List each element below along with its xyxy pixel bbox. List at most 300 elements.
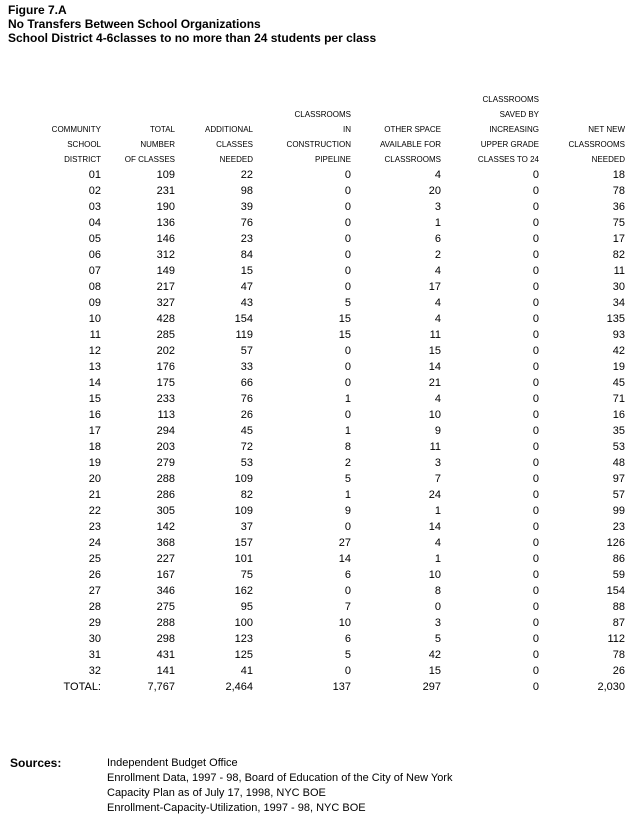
table-cell: 3 <box>434 201 441 213</box>
table-cell: 288 <box>156 617 175 629</box>
table-cell: 0 <box>532 409 539 421</box>
table-cell: 0 <box>532 553 539 565</box>
table-cell: 123 <box>234 633 253 645</box>
table-cell: 1 <box>344 489 351 501</box>
table-cell: 298 <box>156 633 175 645</box>
table-cell: 285 <box>156 329 175 341</box>
table-cell: 4 <box>434 313 441 325</box>
table-cell: 149 <box>156 265 175 277</box>
table-cell: 17 <box>88 425 101 437</box>
header-line: SAVED BY <box>499 110 539 119</box>
sources-label: Sources: <box>10 756 62 770</box>
sources-list <box>107 756 452 816</box>
table-cell: 0 <box>532 249 539 261</box>
table-cell: 4 <box>434 169 441 181</box>
table-cell: 137 <box>332 681 351 693</box>
table-cell: 0 <box>344 361 351 373</box>
table-row <box>0 231 625 247</box>
table-cell: 30 <box>612 281 625 293</box>
header-line: UPPER GRADE <box>480 140 539 149</box>
table-cell: 1 <box>344 425 351 437</box>
header-line: CLASSROOMS <box>384 155 441 164</box>
table-cell: 21 <box>88 489 101 501</box>
table-cell: 0 <box>344 233 351 245</box>
table-cell: 286 <box>156 489 175 501</box>
table-cell: 2,030 <box>597 681 625 693</box>
table-row <box>0 391 625 407</box>
table-cell: 23 <box>240 233 253 245</box>
table-cell: 0 <box>532 169 539 181</box>
table-cell: 431 <box>156 649 175 661</box>
table-cell: 08 <box>88 281 101 293</box>
table-cell: 2 <box>434 249 441 261</box>
table-row <box>0 551 625 567</box>
table-cell: 6 <box>434 233 441 245</box>
table-cell: 0 <box>344 169 351 181</box>
table-cell: 06 <box>88 249 101 261</box>
table-body <box>0 167 625 695</box>
table-cell: 0 <box>532 281 539 293</box>
table-cell: 154 <box>234 313 253 325</box>
table-row <box>0 503 625 519</box>
table-cell: 0 <box>344 377 351 389</box>
header-line: CLASSROOMS <box>482 95 539 104</box>
table-cell: 23 <box>88 521 101 533</box>
table-cell: 2 <box>344 457 351 469</box>
table-cell: 01 <box>88 169 101 181</box>
table-cell: 0 <box>532 345 539 357</box>
header-line: DISTRICT <box>64 155 101 164</box>
table-cell: 7 <box>344 601 351 613</box>
table-cell: 0 <box>532 217 539 229</box>
table-cell: 37 <box>240 521 253 533</box>
source-line: Enrollment Data, 1997 - 98, Board of Education of the City of New York <box>107 772 453 784</box>
table-cell: 0 <box>532 425 539 437</box>
table-cell: 175 <box>156 377 175 389</box>
table-cell: 15 <box>338 313 351 325</box>
header-line: CLASSES <box>216 140 253 149</box>
table-cell: 0 <box>532 473 539 485</box>
table-cell: 1 <box>434 217 441 229</box>
table-cell: 72 <box>240 441 253 453</box>
source-line: Capacity Plan as of July 17, 1998, NYC BOE <box>107 787 326 799</box>
table-cell: 48 <box>612 457 625 469</box>
table-cell: 28 <box>88 601 101 613</box>
table-cell: 0 <box>532 361 539 373</box>
table-cell: 0 <box>532 601 539 613</box>
table-cell: 233 <box>156 393 175 405</box>
table-cell: 27 <box>88 585 101 597</box>
table-cell: 0 <box>532 489 539 501</box>
header-line: TOTAL <box>149 125 175 134</box>
header-line: NEEDED <box>219 155 253 164</box>
table-row <box>0 663 625 679</box>
table-cell: 11 <box>89 329 101 341</box>
table-cell: 3 <box>434 617 441 629</box>
table-cell: 17 <box>428 281 441 293</box>
table-cell: 5 <box>344 297 351 309</box>
table-row <box>0 471 625 487</box>
header-other-space-available <box>380 122 441 167</box>
header-line: IN <box>343 125 351 134</box>
table-cell: 8 <box>434 585 441 597</box>
table-cell: 14 <box>428 521 441 533</box>
header-line: PIPELINE <box>314 155 351 164</box>
table-cell: 146 <box>156 233 175 245</box>
classroom-needs-table <box>0 167 625 695</box>
table-cell: 45 <box>612 377 625 389</box>
table-cell: 100 <box>234 617 253 629</box>
table-cell: 33 <box>240 361 253 373</box>
table-cell: 57 <box>240 345 253 357</box>
table-cell: 0 <box>532 185 539 197</box>
table-cell: 4 <box>434 297 441 309</box>
table-cell: 14 <box>88 377 101 389</box>
table-cell: 21 <box>428 377 441 389</box>
table-cell: 368 <box>156 537 175 549</box>
table-cell: 75 <box>612 217 625 229</box>
header-line: SCHOOL <box>67 140 101 149</box>
table-row <box>0 455 625 471</box>
table-cell: 27 <box>338 537 351 549</box>
table-cell: 15 <box>88 393 101 405</box>
table-cell: 59 <box>612 569 625 581</box>
figure-subtitle: School District 4-6classes to no more than 24 students per class <box>8 31 377 45</box>
header-total-number-of-classes <box>125 122 175 167</box>
table-cell: 18 <box>88 441 101 453</box>
table-cell: 167 <box>156 569 175 581</box>
table-cell: 203 <box>156 441 175 453</box>
table-cell: 0 <box>532 537 539 549</box>
table-cell: 294 <box>156 425 175 437</box>
table-row <box>0 519 625 535</box>
table-cell: 57 <box>612 489 625 501</box>
header-line: COMMUNITY <box>51 125 101 134</box>
table-cell: 99 <box>612 505 625 517</box>
table-cell: 15 <box>428 665 441 677</box>
table-cell: 297 <box>422 681 441 693</box>
table-cell: 32 <box>88 665 101 677</box>
table-cell: 31 <box>88 649 101 661</box>
table-cell: 88 <box>612 601 625 613</box>
header-line: INCREASING <box>489 125 539 134</box>
table-cell: 78 <box>612 185 625 197</box>
table-cell: 10 <box>428 569 441 581</box>
table-cell: 13 <box>88 361 101 373</box>
table-cell: 20 <box>428 185 441 197</box>
table-cell: 14 <box>428 361 441 373</box>
table-cell: 1 <box>344 393 351 405</box>
table-cell: 35 <box>612 425 625 437</box>
table-cell: 24 <box>88 537 101 549</box>
table-cell: 12 <box>88 345 101 357</box>
table-row <box>0 359 625 375</box>
table-cell: 16 <box>612 409 625 421</box>
table-cell: 2,464 <box>225 681 253 693</box>
table-cell: 42 <box>612 345 625 357</box>
table-cell: 41 <box>240 665 253 677</box>
table-cell: 0 <box>344 521 351 533</box>
table-cell: 8 <box>344 441 351 453</box>
table-cell: 0 <box>344 345 351 357</box>
table-cell: 0 <box>532 441 539 453</box>
table-row <box>0 247 625 263</box>
table-cell: 93 <box>612 329 625 341</box>
table-cell: 23 <box>612 521 625 533</box>
table-cell: 22 <box>240 169 253 181</box>
table-cell: 43 <box>240 297 253 309</box>
table-row <box>0 311 625 327</box>
table-cell: 14 <box>338 553 351 565</box>
table-row <box>0 343 625 359</box>
table-cell: 142 <box>156 521 175 533</box>
header-line: AVAILABLE FOR <box>379 140 441 149</box>
table-cell: 275 <box>156 601 175 613</box>
source-line: Independent Budget Office <box>107 757 238 769</box>
table-cell: 5 <box>344 473 351 485</box>
table-cell: 4 <box>434 265 441 277</box>
table-row <box>0 295 625 311</box>
table-cell: 78 <box>612 649 625 661</box>
table-cell: 327 <box>156 297 175 309</box>
table-cell: 26 <box>240 409 253 421</box>
table-cell: 76 <box>240 393 253 405</box>
table-cell: 87 <box>612 617 625 629</box>
header-classrooms-saved <box>478 92 539 167</box>
table-cell: 0 <box>344 217 351 229</box>
table-cell: 71 <box>612 393 625 405</box>
table-cell: 7 <box>434 473 441 485</box>
table-cell: 3 <box>434 457 441 469</box>
table-cell: 154 <box>606 585 625 597</box>
table-cell: 04 <box>88 217 101 229</box>
table-cell: 0 <box>532 521 539 533</box>
table-cell: 1 <box>434 505 441 517</box>
table-cell: 109 <box>234 505 253 517</box>
table-cell: 0 <box>344 665 351 677</box>
table-cell: 109 <box>234 473 253 485</box>
table-cell: 0 <box>532 377 539 389</box>
table-cell: 10 <box>88 313 101 325</box>
table-cell: 75 <box>240 569 253 581</box>
table-cell: 190 <box>156 201 175 213</box>
table-cell: 4 <box>434 393 441 405</box>
table-cell: 0 <box>344 409 351 421</box>
table-cell: 26 <box>612 665 625 677</box>
table-cell: 0 <box>532 265 539 277</box>
table-cell: 136 <box>156 217 175 229</box>
table-cell: 22 <box>88 505 101 517</box>
table-cell: 202 <box>156 345 175 357</box>
table-cell: 0 <box>532 233 539 245</box>
table-cell: 0 <box>344 585 351 597</box>
table-cell: 97 <box>612 473 625 485</box>
table-cell: 279 <box>156 457 175 469</box>
header-classrooms-in-construction-pipeline <box>287 107 351 167</box>
table-cell: 07 <box>88 265 101 277</box>
table-cell: 05 <box>88 233 101 245</box>
table-cell: 09 <box>88 297 101 309</box>
table-cell: 0 <box>532 649 539 661</box>
table-cell: 9 <box>434 425 441 437</box>
table-cell: 0 <box>532 329 539 341</box>
table-cell: 17 <box>612 233 625 245</box>
table-cell: 53 <box>612 441 625 453</box>
table-cell: 15 <box>338 329 351 341</box>
table-cell: 7,767 <box>147 681 175 693</box>
table-cell: 0 <box>434 601 441 613</box>
table-row <box>0 615 625 631</box>
header-community-school-district <box>52 122 101 167</box>
table-cell: 42 <box>428 649 441 661</box>
table-row <box>0 407 625 423</box>
table-cell: 176 <box>156 361 175 373</box>
table-cell: 82 <box>612 249 625 261</box>
table-cell: 95 <box>240 601 253 613</box>
table-cell: 0 <box>344 185 351 197</box>
table-cell: 19 <box>88 457 101 469</box>
table-row <box>0 183 625 199</box>
table-cell: 11 <box>429 441 441 453</box>
total-row <box>0 679 625 695</box>
table-cell: 0 <box>532 297 539 309</box>
header-line: CLASSROOMS <box>568 140 625 149</box>
header-line: NET NEW <box>588 125 625 134</box>
table-cell: 0 <box>532 617 539 629</box>
table-cell: 1 <box>434 553 441 565</box>
table-cell: 0 <box>532 585 539 597</box>
table-cell: 30 <box>88 633 101 645</box>
table-cell: 15 <box>428 345 441 357</box>
table-row <box>0 535 625 551</box>
table-cell: 4 <box>434 537 441 549</box>
table-cell: 39 <box>240 201 253 213</box>
header-line: CONSTRUCTION <box>286 140 351 149</box>
table-cell: 0 <box>532 505 539 517</box>
table-cell: 125 <box>234 649 253 661</box>
table-cell: 26 <box>88 569 101 581</box>
header-additional-classes-needed <box>205 122 253 167</box>
table-cell: 0 <box>532 681 539 693</box>
table-cell: 162 <box>234 585 253 597</box>
figure-label: Figure 7.A <box>8 3 67 17</box>
table-cell: 227 <box>156 553 175 565</box>
table-cell: 20 <box>88 473 101 485</box>
table-cell: 305 <box>156 505 175 517</box>
table-row <box>0 567 625 583</box>
table-cell: 141 <box>156 665 175 677</box>
table-cell: 113 <box>157 409 175 421</box>
table-row <box>0 199 625 215</box>
header-line: CLASSES TO 24 <box>477 155 539 164</box>
table-cell: 6 <box>344 569 351 581</box>
table-cell: 6 <box>344 633 351 645</box>
header-line: NUMBER <box>140 140 175 149</box>
table-cell: 101 <box>234 553 253 565</box>
table-cell: 11 <box>613 265 625 277</box>
table-cell: 157 <box>234 537 253 549</box>
table-row <box>0 167 625 183</box>
header-line: NEEDED <box>591 155 625 164</box>
table-cell: 0 <box>532 313 539 325</box>
table-cell: 5 <box>344 649 351 661</box>
table-cell: 0 <box>344 281 351 293</box>
table-cell: 15 <box>240 265 253 277</box>
table-cell: 428 <box>156 313 175 325</box>
table-cell: 135 <box>606 313 625 325</box>
table-cell: 10 <box>338 617 351 629</box>
table-cell: 84 <box>240 249 253 261</box>
table-cell: 82 <box>240 489 253 501</box>
table-cell: 98 <box>240 185 253 197</box>
table-cell: 29 <box>88 617 101 629</box>
table-row <box>0 599 625 615</box>
table-row <box>0 583 625 599</box>
table-row <box>0 327 625 343</box>
header-line: OF CLASSES <box>124 155 175 164</box>
header-line: ADDITIONAL <box>204 125 253 134</box>
table-cell: 0 <box>344 249 351 261</box>
table-cell: 0 <box>532 457 539 469</box>
table-cell: 109 <box>156 169 175 181</box>
table-cell: 24 <box>428 489 441 501</box>
table-cell: 86 <box>612 553 625 565</box>
header-net-new-classrooms-needed <box>569 122 625 167</box>
table-row <box>0 375 625 391</box>
table-cell: 45 <box>240 425 253 437</box>
table-cell: 47 <box>240 281 253 293</box>
table-cell: 19 <box>612 361 625 373</box>
header-line: OTHER SPACE <box>384 125 441 134</box>
table-cell: 288 <box>156 473 175 485</box>
table-cell: 16 <box>88 409 101 421</box>
table-cell: 231 <box>156 185 175 197</box>
table-cell: 03 <box>88 201 101 213</box>
table-cell: 36 <box>612 201 625 213</box>
table-cell: 0 <box>344 201 351 213</box>
table-cell: 25 <box>88 553 101 565</box>
table-cell: 112 <box>607 633 625 645</box>
table-cell: TOTAL: <box>63 681 101 693</box>
table-cell: 217 <box>156 281 175 293</box>
table-cell: 126 <box>606 537 625 549</box>
table-row <box>0 423 625 439</box>
table-cell: 18 <box>612 169 625 181</box>
source-line: Enrollment-Capacity-Utilization, 1997 - 98, NYC BOE <box>107 802 366 814</box>
table-cell: 0 <box>532 569 539 581</box>
table-cell: 53 <box>240 457 253 469</box>
table-cell: 5 <box>434 633 441 645</box>
table-row <box>0 631 625 647</box>
table-row <box>0 647 625 663</box>
table-cell: 0 <box>532 201 539 213</box>
table-cell: 0 <box>532 393 539 405</box>
table-cell: 34 <box>612 297 625 309</box>
table-row <box>0 487 625 503</box>
table-cell: 02 <box>88 185 101 197</box>
table-row <box>0 439 625 455</box>
table-cell: 66 <box>240 377 253 389</box>
table-cell: 0 <box>344 265 351 277</box>
table-row <box>0 215 625 231</box>
figure-title: No Transfers Between School Organizations <box>8 17 261 31</box>
table-cell: 11 <box>429 329 441 341</box>
table-cell: 312 <box>156 249 175 261</box>
table-row <box>0 263 625 279</box>
table-cell: 346 <box>156 585 175 597</box>
table-cell: 10 <box>428 409 441 421</box>
table-cell: 0 <box>532 633 539 645</box>
